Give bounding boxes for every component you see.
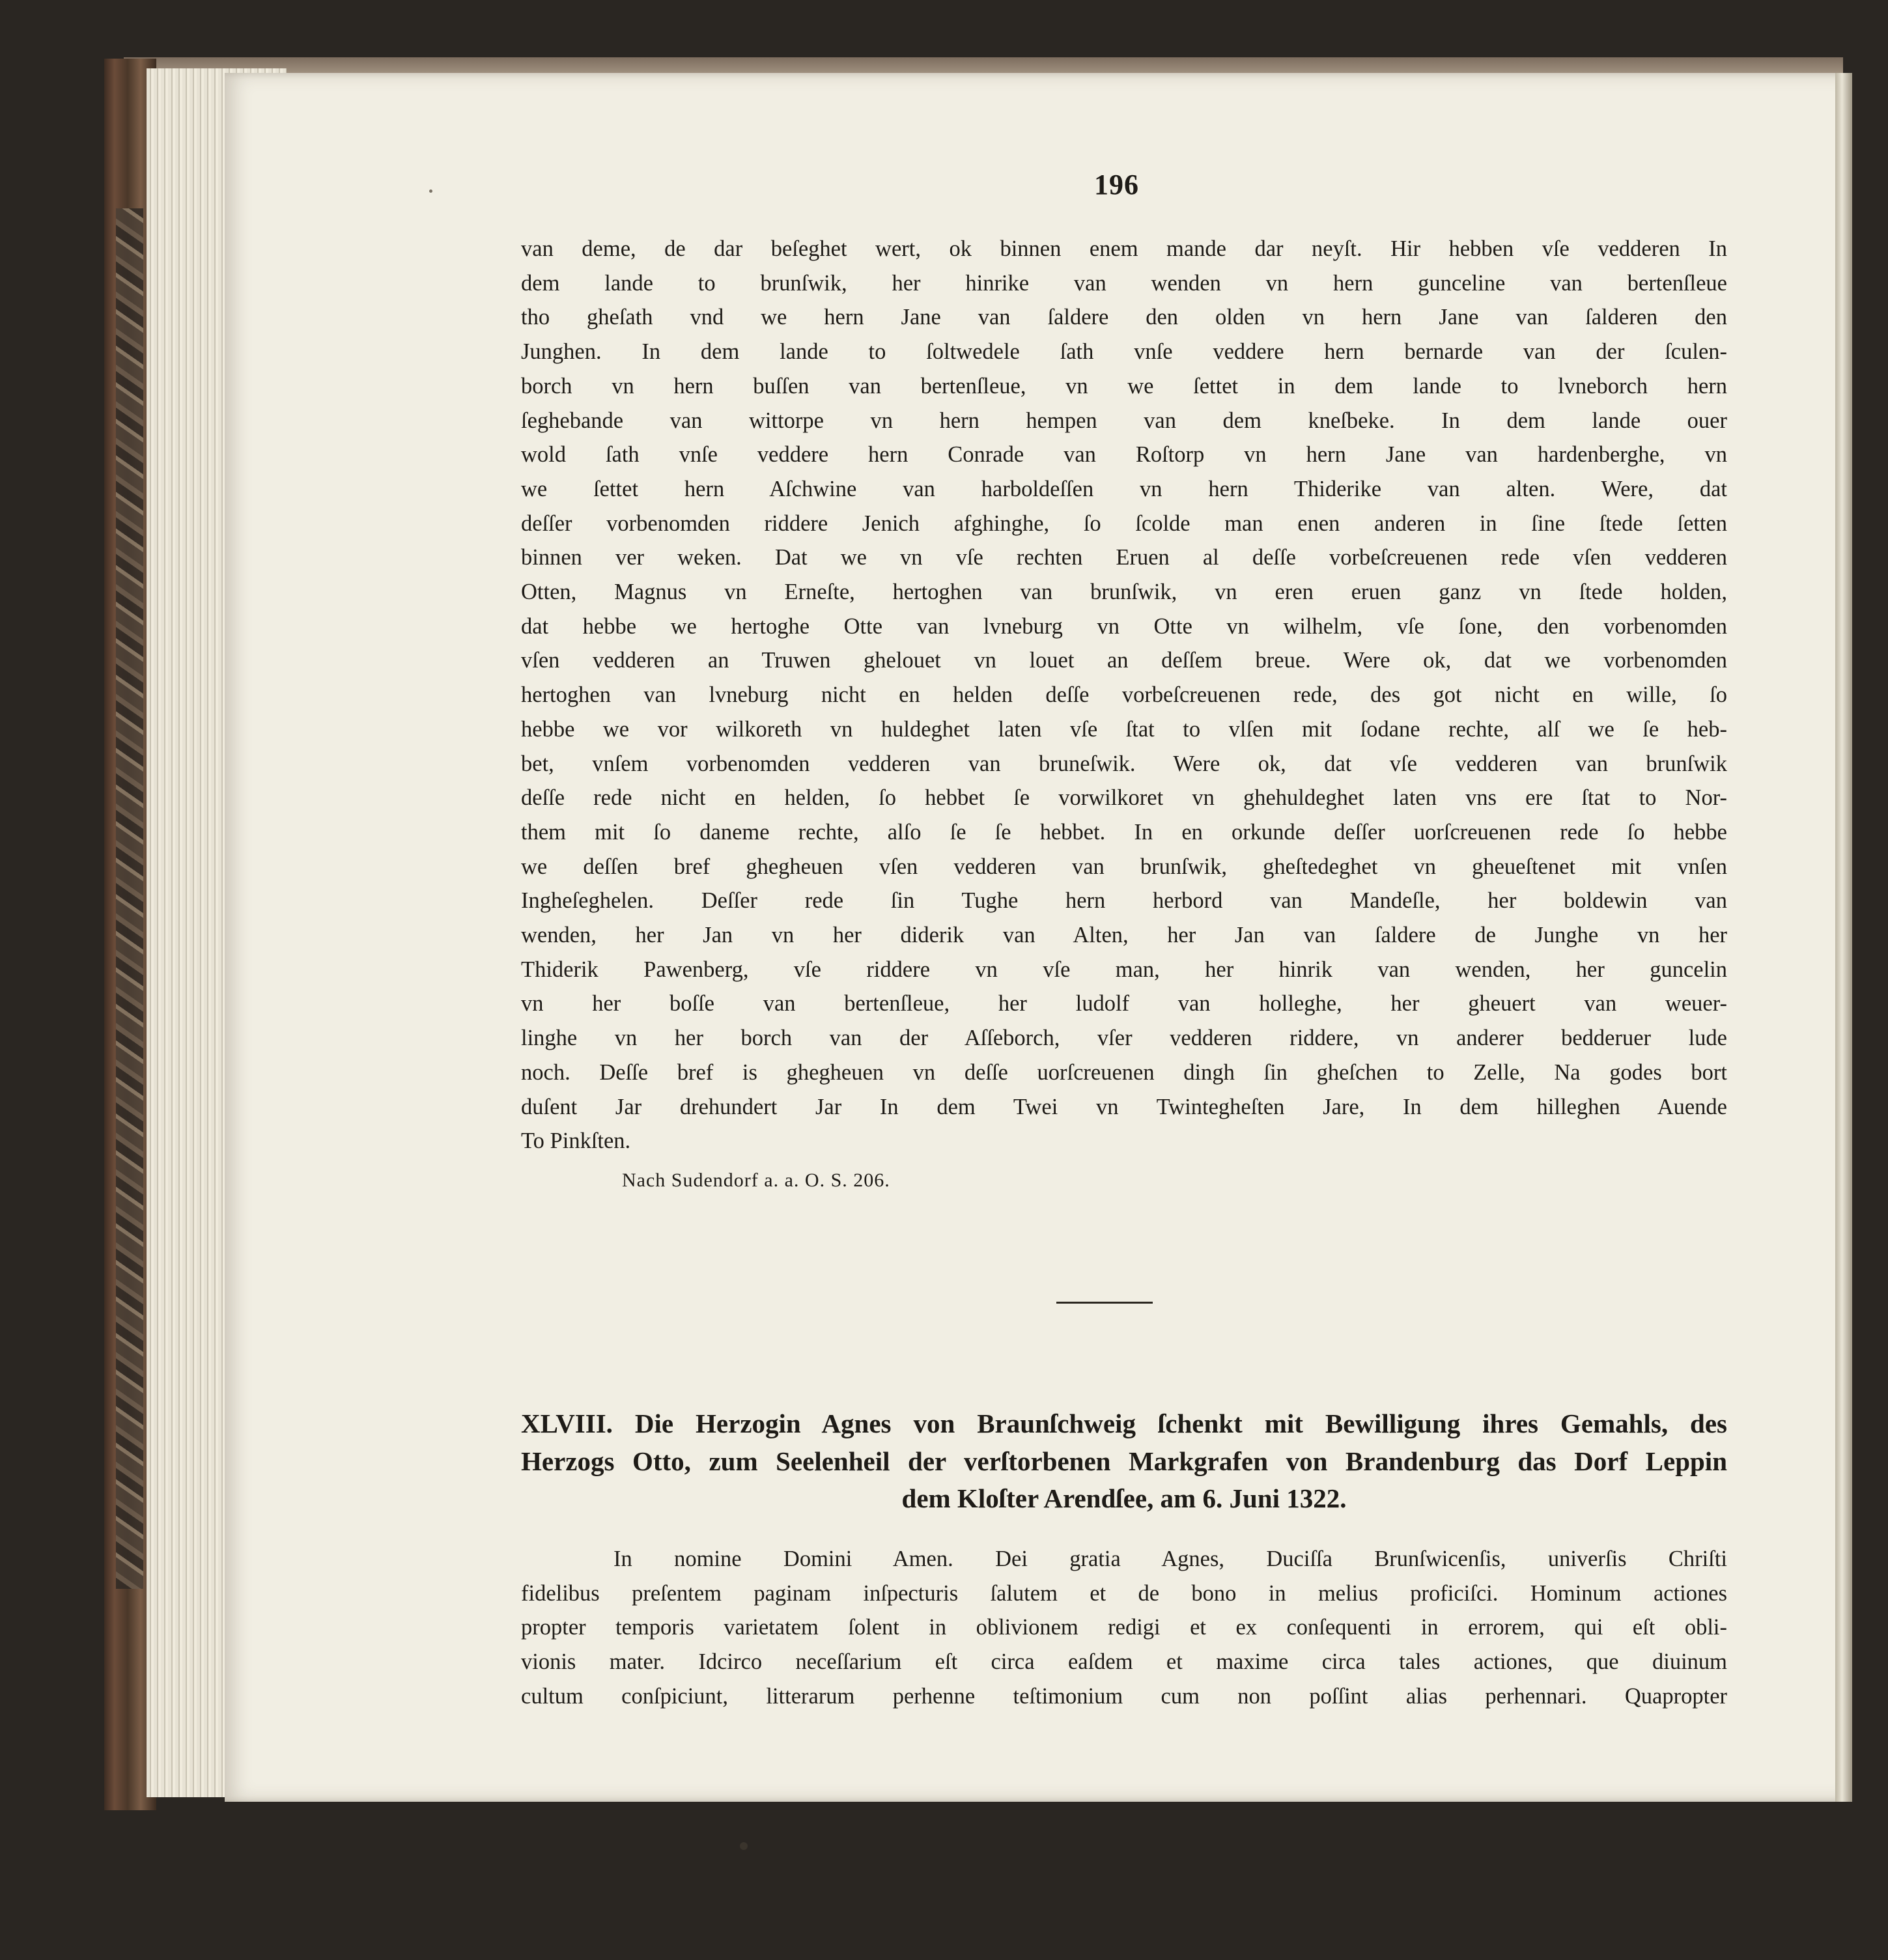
text-line: Otten, Magnus vn Erneſte, hertoghen van brunſwik, vn eren eruen ganz vn ſtede holden, bbox=[521, 580, 1727, 605]
text-line: Junghen. In dem lande to ſoltwedele ſath vnſe veddere hern bernarde van der ſculen- bbox=[521, 339, 1727, 365]
text-line: Ingheſeghelen. Deſſer rede ſin Tughe hern herbord van Mandeſle, her boldewin van bbox=[521, 888, 1727, 914]
text-line: deſſe rede nicht en helden, ſo hebbet ſe vorwilkoret vn ghehuldeghet laten vns ere ſtat to Nor- bbox=[521, 785, 1727, 811]
text-line: hebbe we vor wilkoreth vn huldeghet laten vſe ſtat to vlſen mit ſodane rechte, alſ we ſe heb- bbox=[521, 716, 1727, 742]
heading-line: XLVIII. Die Herzogin Agnes von Braunſchweig ſchenkt mit Bewilligung ihres Gemahls, des bbox=[521, 1408, 1727, 1438]
text-line: wold ſath vnſe veddere hern Conrade van Roſtorp vn hern Jane van hardenberghe, vn bbox=[521, 442, 1727, 468]
heading-line: Herzogs Otto, zum Seelenheil der verſtorbenen Markgrafen von Brandenburg das Dorf Leppin bbox=[521, 1446, 1727, 1476]
charter-text-continued bbox=[521, 232, 1727, 1158]
text-line: cultum conſpiciunt, litterarum perhenne teſtimonium cum non poſſint alias perhennari. Quapropter bbox=[521, 1683, 1727, 1709]
text-line: To Pinkſten. bbox=[521, 1128, 631, 1154]
text-line: borch vn hern buſſen van bertenſleue, vn we ſettet in dem lande to lvneborch hern bbox=[521, 373, 1727, 399]
text-line: propter temporis varietatem ſolent in oblivionem redigi et ex conſequenti in errorem, qui eſt obli- bbox=[521, 1615, 1727, 1640]
document-heading bbox=[521, 1405, 1727, 1518]
charter-text-latin bbox=[521, 1542, 1727, 1714]
text-line: bet, vnſem vorbenomden vedderen van bruneſwik. Were ok, dat vſe vedderen van brunſwik bbox=[521, 751, 1727, 776]
text-line: noch. Deſſe bref is ghegheuen vn deſſe uorſcreuenen dingh ſin gheſchen to Zelle, Na godes bort bbox=[521, 1059, 1727, 1085]
text-line: tho gheſath vnd we hern Jane van ſaldere den olden vn hern Jane van ſalderen den bbox=[521, 305, 1727, 330]
text-line: dem lande to brunſwik, her hinrike van wenden vn hern gunceline van bertenſleue bbox=[521, 270, 1727, 296]
text-line: vn her boſſe van bertenſleue, her ludolf van holleghe, her gheuert van weuer- bbox=[521, 991, 1727, 1016]
text-line: them mit ſo daneme rechte, alſo ſe ſe hebbet. In en orkunde deſſer uorſcreuenen rede ſo hebbe bbox=[521, 819, 1727, 845]
text-line: deſſer vorbenomden riddere Jenich afghinghe, ſo ſcolde man enen anderen in ſine ſtede ſetten bbox=[521, 511, 1727, 536]
text-line: we ſettet hern Aſchwine van harboldeſſen vn hern Thiderike van alten. Were, dat bbox=[521, 476, 1727, 501]
marbled-cover bbox=[116, 208, 143, 1589]
text-line: binnen ver weken. Dat we vn vſe rechten Eruen al deſſe vorbeſcreuenen rede vſen vedderen bbox=[521, 545, 1727, 570]
page-right-edge bbox=[1835, 73, 1852, 1802]
text-line: vſen vedderen an Truwen ghelouet vn louet an deſſem breue. Were ok, dat we vorbenomden bbox=[521, 648, 1727, 673]
ink-speck bbox=[429, 189, 432, 193]
text-line: linghe vn her borch van der Aſſeborch, vſer vedderen riddere, vn anderer bedderuer lude bbox=[521, 1026, 1727, 1051]
text-line: ſeghebande van wittorpe vn hern hempen van dem kneſbeke. In dem lande ouer bbox=[521, 408, 1727, 433]
text-line: Thiderik Pawenberg, vſe riddere vn vſe man, her hinrik van wenden, her guncelin bbox=[521, 957, 1727, 982]
text-line: In nomine Domini Amen. Dei gratia Agnes, Duciſſa Brunſwicenſis, univerſis Chriſti bbox=[613, 1547, 1727, 1571]
section-divider bbox=[1056, 1302, 1153, 1304]
text-line: we deſſen bref ghegheuen vſen vedderen van brunſwik, gheſtedeghet vn gheueſtenet mit vnſen bbox=[521, 854, 1727, 879]
text-line: duſent Jar drehundert Jar In dem Twei vn Twintegheſten Jare, In dem hilleghen Auende bbox=[521, 1094, 1727, 1119]
text-line: van deme, de dar beſeghet wert, ok binnen enem mande dar neyſt. Hir hebben vſe vedderen In bbox=[521, 236, 1727, 261]
source-note: Nach Sudendorf a. a. O. S. 206. bbox=[622, 1169, 890, 1191]
text-line: fidelibus preſentem paginam inſpecturis ſalutem et de bono in melius proficiſci. Hominum actiones bbox=[521, 1580, 1727, 1606]
text-line: vionis mater. Idcirco neceſſarium eſt circa eaſdem et maxime circa tales actiones, que diuinum bbox=[521, 1649, 1727, 1675]
page-number: 196 bbox=[1094, 169, 1139, 201]
text-line: wenden, her Jan vn her diderik van Alten, her Jan van ſaldere de Junghe vn her bbox=[521, 923, 1727, 948]
text-line: hertoghen van lvneburg nicht en helden deſſe vorbeſcreuenen rede, des got nicht en wille, ſo bbox=[521, 682, 1727, 708]
ink-mark bbox=[740, 1842, 748, 1850]
text-line: dat hebbe we hertoghe Otte van lvneburg vn Otte vn wilhelm, vſe ſone, den vorbenomden bbox=[521, 613, 1727, 639]
heading-line: dem Kloſter Arendſee, am 6. Juni 1322. bbox=[901, 1483, 1347, 1513]
